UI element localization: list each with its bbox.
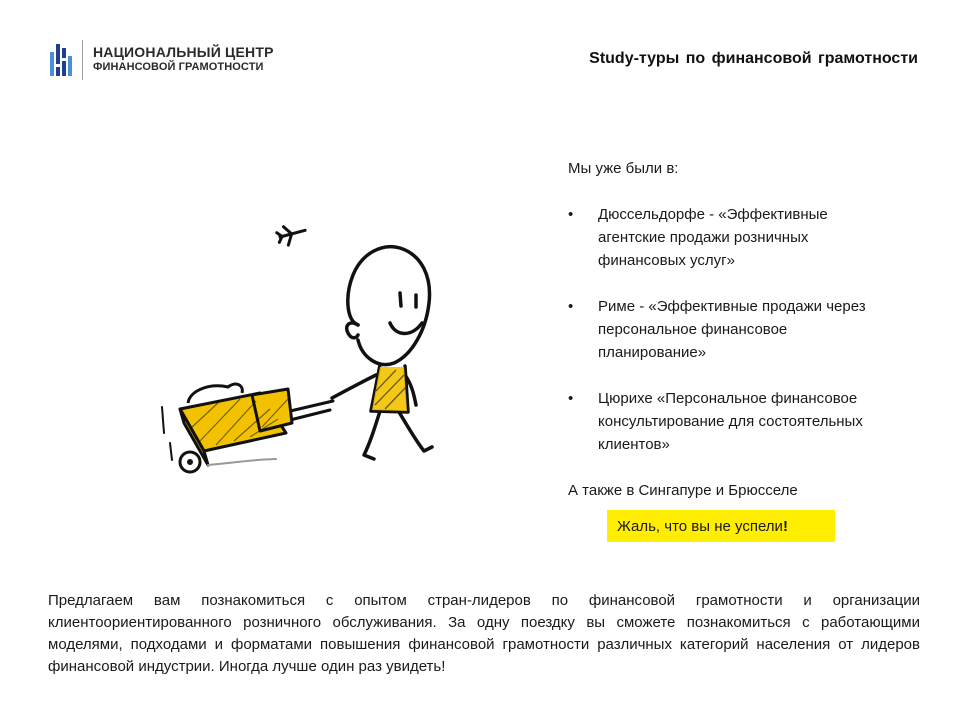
illustration <box>150 215 450 480</box>
visited-intro: Мы уже были в: <box>568 160 679 177</box>
logo-bars-icon <box>50 44 74 76</box>
highlight-mark: ! <box>782 517 788 535</box>
bullet: • <box>568 298 574 315</box>
visited-also: А также в Сингапуре и Брюсселе <box>568 482 798 499</box>
list-item-text: Цюрихе «Персональное финансовое консультирование для состоятельных клиентов» <box>598 390 863 453</box>
page-title: Study-туры по финансовой грамотности <box>589 50 918 67</box>
logo-text <box>93 45 274 75</box>
logo-line1: НАЦИОНАЛЬНЫЙ ЦЕНТР <box>93 44 274 60</box>
visited-list <box>568 203 888 456</box>
list-item-text: Дюссельдорфе - «Эффективные агентские продажи розничных финансовых услуг» <box>598 206 828 269</box>
list-item <box>568 203 888 272</box>
description-paragraph: Предлагаем вам познакомиться с опытом стран-лидеров по финансовой грамотности и организации клиентоориентированного розничного обслуживания. За одну поездку вы сможете познакомиться с работающими моделями, подходами и форматами повышения финансовой грамотности различных категорий населения от лидеров финансовой индустрии. Иногда лучше один раз увидеть! <box>48 592 920 675</box>
suitcase-icon <box>162 384 333 472</box>
logo-line2: ФИНАНСОВОЙ ГРАМОТНОСТИ <box>93 61 264 73</box>
highlight-text: Жаль, что вы не успели <box>617 517 783 535</box>
airplane-icon <box>276 222 308 248</box>
list-item <box>568 387 888 456</box>
list-item-text: Риме - «Эффективные продажи через персональное финансовое планирование» <box>598 298 866 361</box>
logo <box>50 40 274 80</box>
logo-divider <box>82 40 83 80</box>
list-item <box>568 295 888 364</box>
bullet: • <box>568 390 574 407</box>
visited-section <box>568 157 888 517</box>
stick-figure <box>332 247 432 459</box>
bullet: • <box>568 206 574 223</box>
highlight-banner <box>607 510 835 542</box>
